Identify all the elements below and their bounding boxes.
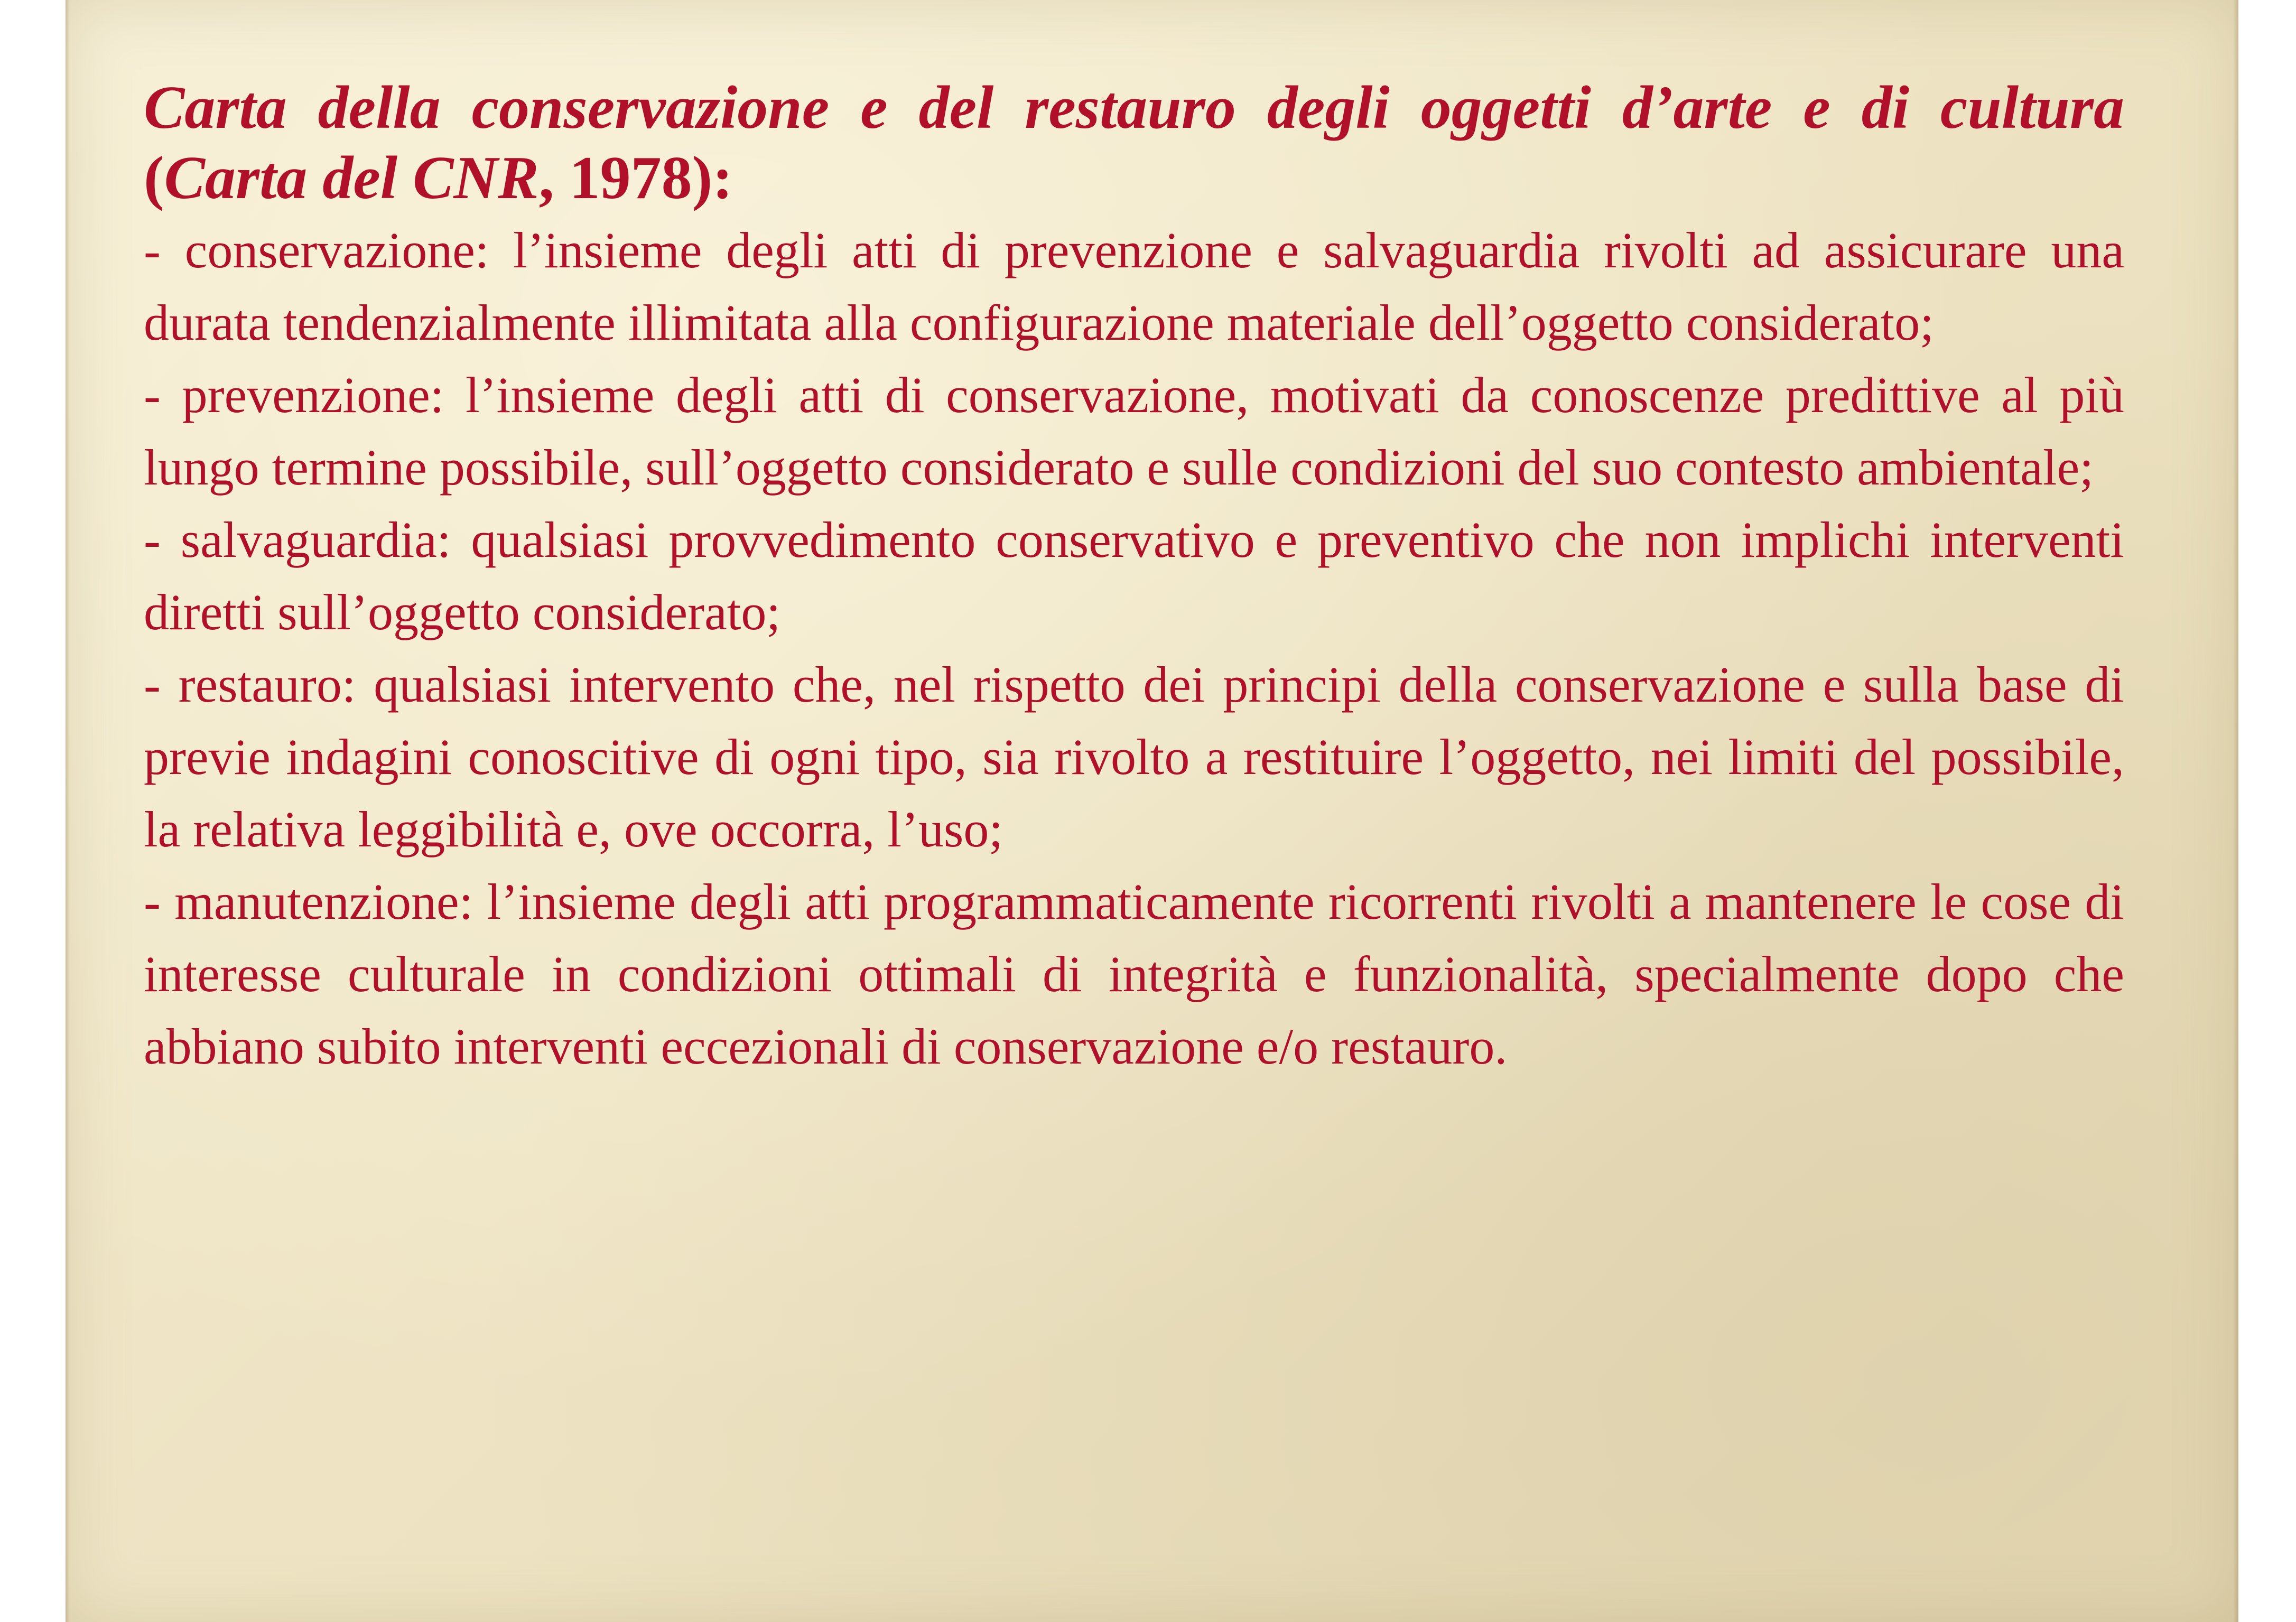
slide-content xyxy=(144,73,2124,1083)
definition-manutenzione: - manutenzione: l’insieme degli atti programmaticamente ricorrenti rivolti a mantenere le cose di interesse culturale in condizioni ottimali di integrità e funzionalità, specialmente dopo che abbiano subito interventi eccezionali di conservazione e/o restauro. xyxy=(144,873,2124,1075)
definitions-list xyxy=(144,214,2124,1083)
title-charter-name: Carta del CNR xyxy=(164,144,539,212)
definition-prevenzione: - prevenzione: l’insieme degli atti di conservazione, motivati da conoscenze predittive al più lungo termine possibile, sull’oggetto considerato e sulle condizioni del suo contesto ambientale; xyxy=(144,366,2124,496)
definition-conservazione: - conservazione: l’insieme degli atti di prevenzione e salvaguardia rivolti ad assicurare una durata tendenzialmente illimitata alla configurazione materiale dell’oggetto considerato; xyxy=(144,221,2124,351)
title-year: , 1978): xyxy=(538,144,733,212)
definition-salvaguardia: - salvaguardia: qualsiasi provvedimento conservativo e preventivo che non implichi interventi diretti sull’oggetto considerato; xyxy=(144,511,2124,640)
document-title xyxy=(144,73,2124,214)
definition-restauro: - restauro: qualsiasi intervento che, nel rispetto dei principi della conservazione e sulla base di previe indagini conoscitive di ogni tipo, sia rivolto a restituire l’oggetto, nei limiti del possibile, la relativa leggibilità e, ove occorra, l’uso; xyxy=(144,656,2124,857)
title-main: Carta della conservazione e del restauro degli oggetti d’arte e di cultura xyxy=(144,74,2124,142)
title-paren-open: ( xyxy=(144,144,164,212)
page-right-edge xyxy=(2233,0,2238,1622)
aged-paper-page xyxy=(66,0,2238,1622)
page-left-edge xyxy=(66,0,70,1622)
